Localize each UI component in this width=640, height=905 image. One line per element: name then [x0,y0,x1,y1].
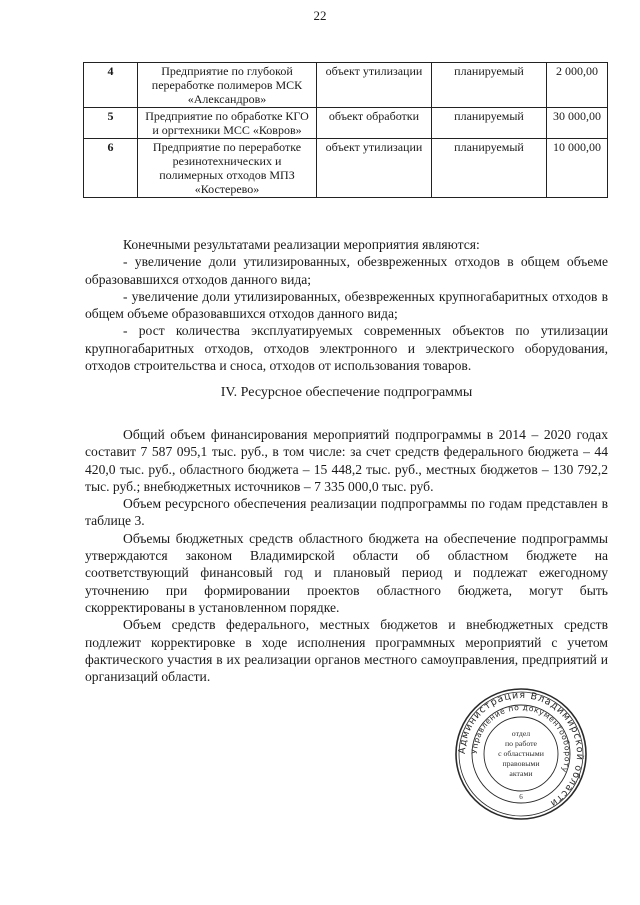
stamp-center-line: по работе [504,739,538,748]
stamp-center-line: с областными [498,749,544,758]
facility-type: объект утилизации [317,63,432,108]
page-number: 22 [313,8,327,23]
row-number: 5 [84,108,138,139]
paragraph: Объем ресурсного обеспечения реализации подпрограммы по годам представлен в таблице 3. [85,496,608,529]
facility-amount: 2 000,00 [547,63,608,108]
row-number: 6 [84,139,138,198]
stamp-center-line: отдел [511,729,531,738]
results-item: - увеличение доли утилизированных, обезвреженных крупногабаритных отходов в общем объеме образовавшихся отходов данного вида; [85,288,608,322]
facility-amount: 10 000,00 [547,139,608,198]
facility-status: планируемый [432,108,547,139]
results-section [85,236,608,374]
finance-section [85,426,608,685]
table-row [84,63,608,108]
facilities-table [83,62,608,198]
stamp-outer-text: Администрация Владимирской области [456,689,586,810]
facility-type: объект утилизации [317,139,432,198]
paragraph: Объем средств федерального, местных бюджетов и внебюджетных средств подлежит корректировке в ходе исполнения программных мероприятий с учетом фактического участия в их реализации органов местного самоуправления, предприятий и организаций области. [85,617,608,685]
table-row [84,108,608,139]
stamp-center-line: актами [509,769,533,778]
facility-status: планируемый [432,63,547,108]
stamp-inner-ring-text: Управление по документообороту [469,702,573,775]
facility-name: Предприятие по переработке резинотехнических и полимерных отходов МПЗ «Костерево» [138,139,317,198]
paragraph: Объемы бюджетных средств областного бюджета на обеспечение подпрограммы утверждаются законом Владимирской области об областном бюджете на соответствующий финансовый год и плановый период и подлежат ежегодному уточнению при формировании проектов областного бюджета, могут быть скорректированы в установленном порядке. [85,530,608,615]
results-item: - увеличение доли утилизированных, обезвреженных отходов в общем объеме образовавшихся отходов данного вида; [85,254,608,287]
results-intro: Конечными результатами реализации мероприятия являются: [123,237,480,252]
facility-amount: 30 000,00 [547,108,608,139]
section-heading: IV. Ресурсное обеспечение подпрограммы [220,385,473,400]
table-row [84,139,608,198]
facility-type: объект обработки [317,108,432,139]
facility-name: Предприятие по обработке КГО и оргтехники МСС «Ковров» [138,108,317,139]
stamp-center-line: правовыми [502,759,540,768]
facility-status: планируемый [432,139,547,198]
results-item: - рост количества эксплуатируемых современных объектов по утилизации крупногабаритных отходов, отходов электронного и электрического оборудования, отходов строительства и сноса, отходов от использования товаров. [85,323,608,374]
row-number: 4 [84,63,138,108]
official-stamp [454,687,588,821]
paragraph: Общий объем финансирования мероприятий подпрограммы в 2014 – 2020 годах составит 7 587 095,1 тыс. руб., в том числе: за счет средств федерального бюджета – 44 420,0 тыс. руб., областного бюджета – 15 448,2 тыс. руб., местных бюджетов – 130 792,2 тыс. руб.; внебюджетных источников – 7 335 000,0 тыс. руб. [85,427,608,494]
stamp-number: 6 [519,793,523,801]
facility-name: Предприятие по глубокой переработке полимеров МСК «Александров» [138,63,317,108]
